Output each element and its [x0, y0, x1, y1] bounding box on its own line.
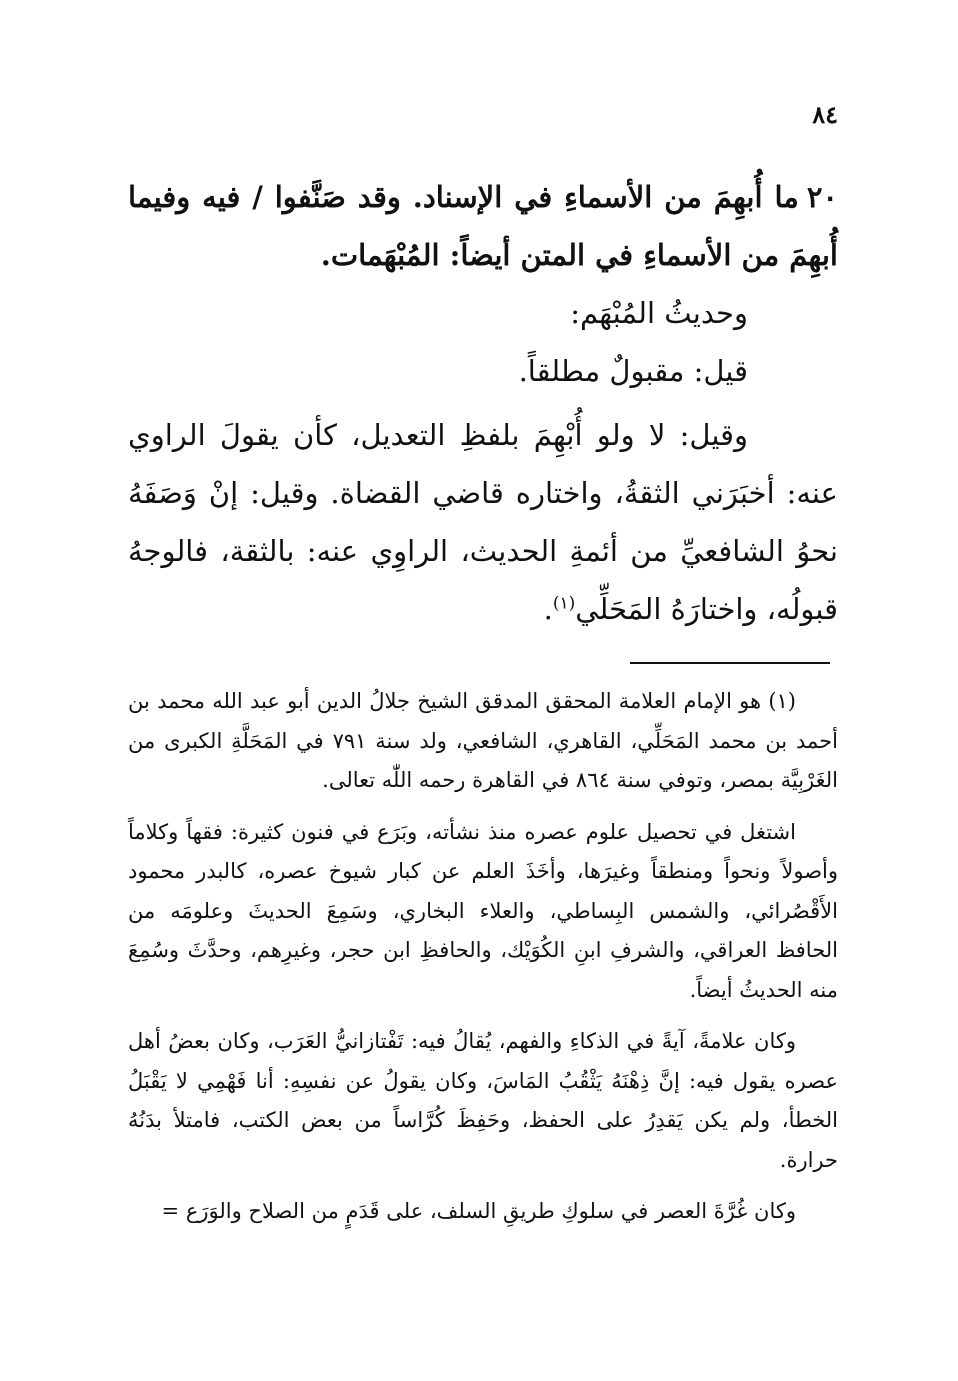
body-line-1: وحديثُ المُبْهَم:	[570, 296, 748, 330]
page-number: ٨٤	[812, 100, 838, 129]
body-paragraph	[128, 406, 838, 638]
main-text	[128, 168, 838, 638]
footnote-paragraph-1: (١) هو الإمام العلامة المحقق المدقق الشيخ جلالُ الدين أبو عبد الله محمد بن أحمد بن محمد المَحَلِّي، القاهري، الشافعي، ولد سنة ٧٩١ في المَحَلَّةِ الكبرى من الغَرْبِيَّة بمصر، وتوفي سنة ٨٦٤ في القاهرة رحمه اللّٰه تعالى.	[128, 689, 838, 792]
body-line-2: قيل: مقبولٌ مطلقاً.	[518, 354, 748, 388]
footnote-paragraph-3: وكان علامةً، آيةً في الذكاءِ والفهم، يُقالُ فيه: تَفْتازانيُّ العَرَب، وكان بعضُ أهل عصره يقول فيه: إنَّ ذِهْنَهُ يَثْقُبُ المَاسَ، وكان يقولُ عن نفسِهِ: أنا فَهْمِي لا يَقْبَلُ الخطأ، ولم يكن يَقدِرُ على الحفظ، وحَفِظَ كُرَّاساً من بعض الكتب، فامتلأ بدَنُهُ حرارة.	[128, 1029, 838, 1172]
footnotes	[128, 682, 838, 1244]
body-paragraph-end: .	[543, 592, 553, 626]
entry-text: ما أُبهِمَ من الأسماءِ في الإسناد. وقد صَنَّفوا / فيه وفيما أُبهِمَ من الأسماءِ في المتن أيضاً: المُبْهَمات.	[128, 180, 838, 272]
footnote-divider	[630, 662, 830, 664]
entry-heading	[128, 168, 838, 284]
footnote-reference[interactable]: (١)	[552, 593, 576, 614]
entry-number: ٢٠	[806, 180, 838, 214]
footnote-paragraph-2: اشتغل في تحصيل علوم عصره منذ نشأته، وبَرَع في فنون كثيرة: فقهاً وكلاماً وأصولاً ونحواً ومنطقاً وغيرَها، وأخَذَ العلم عن كبار شيوخ عصره، كالبدر محمود الأَقْصُرائي، والشمس البِساطي، والعلاء البخاري، وسَمِعَ الحديثَ وعلومَه من الحافظ العراقي، والشرفِ ابنِ الكُوَيْك، والحافظِ ابن حجر، وغيرِهم، وحدَّثَ وسُمِعَ منه الحديثُ أيضاً.	[128, 819, 838, 1002]
footnote-paragraph-4: وكان غُرَّةَ العصر في سلوكِ طريقِ السلف، على قَدَمٍ من الصلاح والوَرَع =	[161, 1199, 796, 1223]
body-paragraph-text: وقيل: لا ولو أُبْهِمَ بلفظِ التعديل، كأن يقولَ الراوي عنه: أخبَرَني الثقةُ، واختاره قاضي القضاة. وقيل: إنْ وَصَفَهُ نحوُ الشافعيِّ من أئمةِ الحديث، الراوِي عنه: بالثقة، فالوجهُ قبولُه، واختارَهُ المَحَلِّي	[128, 418, 838, 626]
